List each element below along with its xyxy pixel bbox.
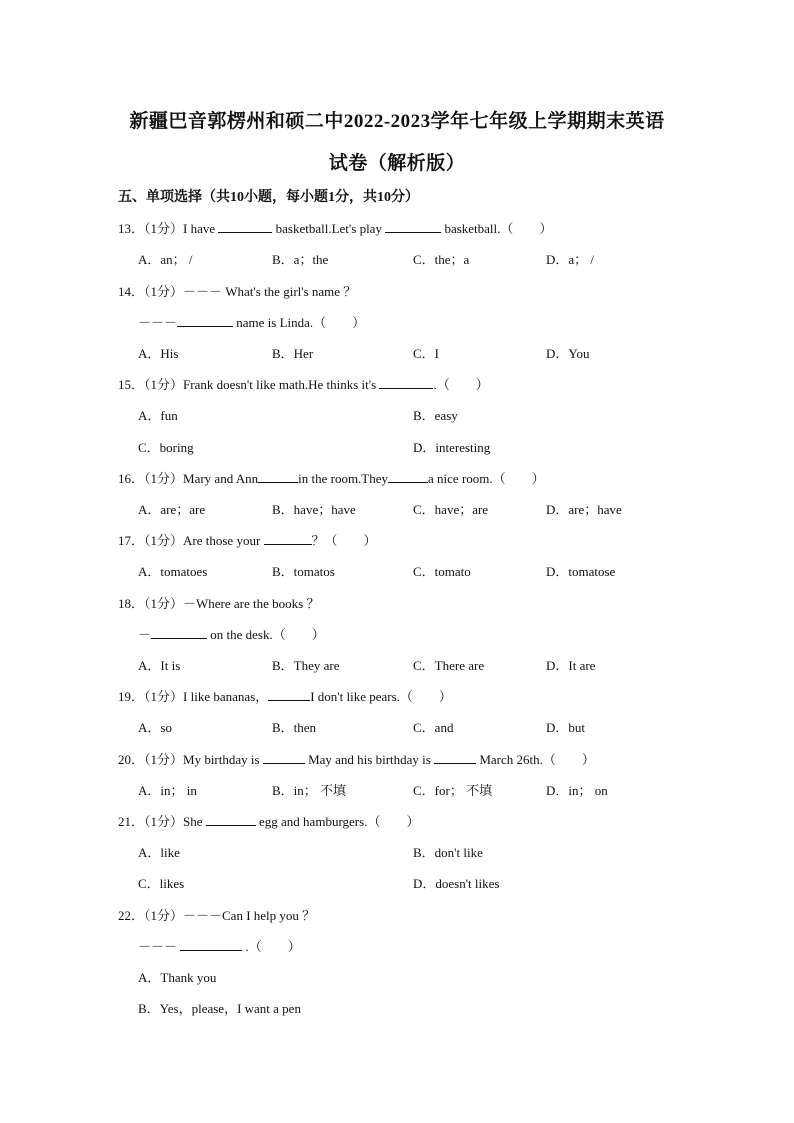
- option-b: B．tomatos: [272, 564, 335, 579]
- answer-blank: [177, 314, 233, 327]
- answer-blank: [388, 470, 428, 483]
- option-b: B．have；have: [272, 502, 356, 517]
- question-14: 14．（1分）－－－ What's the girl's name ？: [118, 284, 357, 299]
- option-b: B．Yes，please，I want a pen: [138, 1001, 301, 1016]
- option-b: B．then: [272, 720, 317, 735]
- option-c: C．the；a: [413, 252, 470, 267]
- answer-blank: [379, 376, 433, 389]
- option-d: D．a； /: [546, 252, 595, 267]
- option-b: B．in； 不填: [272, 783, 347, 798]
- question-16: 16．（1分）Mary and Ann in the room.They a nice room.（ ）: [118, 471, 545, 486]
- option-d: D．It are: [546, 658, 596, 673]
- option-a: A．so: [138, 720, 172, 735]
- option-c: C．There are: [413, 658, 485, 673]
- answer-blank: [180, 938, 242, 951]
- question-18: 18．（1分）－Where are the books ？: [118, 596, 320, 611]
- option-d: D．are；have: [546, 502, 622, 517]
- question-18-answer-line: － on the desk.（ ）: [138, 627, 325, 642]
- question-14-answer-line: －－－ name is Linda.（ ）: [138, 315, 366, 330]
- question-20: 20．（1分）My birthday is May and his birthday is March 26th.（ ）: [118, 752, 595, 767]
- option-a: A．fun: [138, 408, 178, 423]
- answer-blank: [264, 532, 312, 545]
- option-d: D．You: [546, 346, 590, 361]
- option-a: A．in； in: [138, 783, 197, 798]
- option-a: A．His: [138, 346, 179, 361]
- answer-blank: [385, 220, 441, 233]
- option-a: A．are；are: [138, 502, 206, 517]
- question-19: 19．（1分）I like bananas， I don't like pears.（ ）: [118, 689, 452, 704]
- option-c: C．tomato: [413, 564, 471, 579]
- section-heading: 五、单项选择（共10小题，每小题1分，共10分）: [118, 190, 419, 205]
- answer-blank: [206, 813, 256, 826]
- answer-blank: [263, 751, 305, 764]
- answer-blank: [151, 626, 207, 639]
- answer-blank: [258, 470, 298, 483]
- option-a: A．an； /: [138, 252, 193, 267]
- option-c: C．I: [413, 346, 440, 361]
- question-21: 21．（1分）She egg and hamburgers.（ ）: [118, 814, 420, 829]
- paper-title-line-2: 试卷（解析版）: [328, 153, 466, 174]
- option-b: B．don't like: [413, 845, 483, 860]
- paper-title-line-1: 新疆巴音郭楞州和硕二中2022-2023学年七年级上学期期末英语: [129, 111, 665, 132]
- option-a: A．like: [138, 845, 180, 860]
- option-d: D．doesn't likes: [413, 876, 500, 891]
- answer-blank: [434, 751, 476, 764]
- option-b: B．a；the: [272, 252, 329, 267]
- answer-blank: [268, 688, 310, 701]
- option-c: C．boring: [138, 440, 194, 455]
- option-a: A．tomatoes: [138, 564, 208, 579]
- option-c: C．for； 不填: [413, 783, 493, 798]
- question-22-answer-line: －－－ .（ ）: [138, 939, 301, 954]
- option-c: C．likes: [138, 876, 185, 891]
- option-d: D．interesting: [413, 440, 491, 455]
- option-b: B．easy: [413, 408, 458, 423]
- question-17: 17．（1分）Are those your ？（ ）: [118, 533, 377, 548]
- question-22: 22．（1分）－－－Can I help you ？: [118, 908, 316, 923]
- option-c: C．and: [413, 720, 454, 735]
- option-b: B．Her: [272, 346, 314, 361]
- answer-blank: [218, 220, 272, 233]
- option-d: D．but: [546, 720, 586, 735]
- question-15: 15．（1分）Frank doesn't like math.He thinks it's .（ ）: [118, 377, 489, 392]
- option-c: C．have；are: [413, 502, 489, 517]
- option-b: B．They are: [272, 658, 340, 673]
- option-a: A．Thank you: [138, 970, 217, 985]
- question-13: 13．（1分）I have basketball.Let's play basketball.（ ）: [118, 221, 553, 236]
- option-d: D．in； on: [546, 783, 608, 798]
- option-a: A．It is: [138, 658, 181, 673]
- option-d: D．tomatose: [546, 564, 616, 579]
